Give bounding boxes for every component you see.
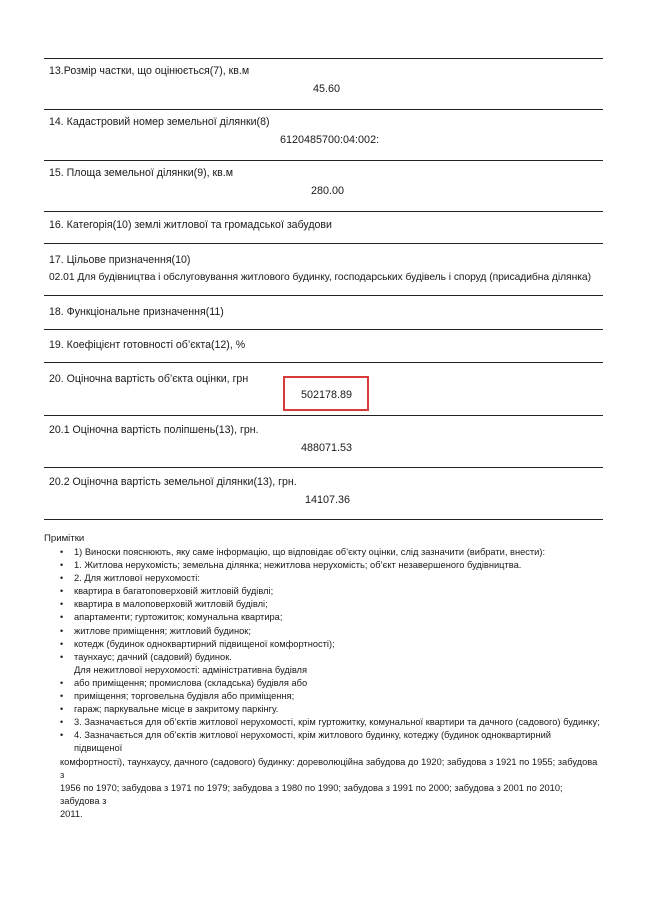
divider (44, 243, 603, 244)
note-item: Для нежитлової нерухомості: адміністративна будівля (74, 664, 308, 675)
note-item: 1956 по 1970; забудова з 1971 по 1979; забудова з 1980 по 1990; забудова з 1991 по 2000; забудова з 2001 по 2010; забудова з (60, 782, 563, 806)
divider (44, 58, 603, 59)
field-16-label: 16. Категорія(10) землі житлової та громадської забудови (49, 219, 332, 231)
note-item: • житлове приміщення; житловий будинок; (60, 625, 600, 638)
divider (44, 415, 603, 416)
note-item: • або приміщення; промислова (складська) будівля або (60, 677, 600, 690)
divider (44, 467, 603, 468)
field-13-value: 45.60 (313, 83, 341, 95)
note-item: • гараж; паркувальне місце в закритому паркінгу. (60, 703, 600, 716)
divider (44, 160, 603, 161)
divider (44, 109, 603, 110)
note-item: • 1. Житлова нерухомість; земельна ділянка; нежитлова нерухомість; об’єкт незавершеного будівництва. (60, 559, 600, 572)
field-20-2-label: 20.2 Оціночна вартість земельної ділянки(13), грн. (49, 476, 297, 488)
note-item: • котедж (будинок одноквартирний підвищеної комфортності); (60, 638, 600, 651)
divider (44, 519, 603, 520)
field-14-label: 14. Кадастровий номер земельної ділянки(8) (49, 116, 270, 128)
field-13-label: 13.Розмір частки, що оцінюється(7), кв.м (49, 65, 250, 77)
notes-list (60, 546, 600, 821)
divider (44, 329, 603, 330)
note-item: • квартира в багатоповерховій житловій будівлі; (60, 585, 600, 598)
notes-title: Примітки (44, 533, 85, 544)
field-17-label: 17. Цільове призначення(10) (49, 254, 191, 266)
field-17-value: 02.01 Для будівництва і обслуговування житлового будинку, господарських будівель і споруд (присадибна ділянка) (49, 272, 591, 283)
field-20-2-value: 14107.36 (305, 494, 351, 506)
note-item: • квартира в малоповерховій житловій будівлі; (60, 598, 600, 611)
field-20-1-value: 488071.53 (301, 442, 353, 454)
field-15-value: 280.00 (311, 185, 345, 197)
field-19-label: 19. Коефіцієнт готовності об’єкта(12), % (49, 339, 246, 351)
field-20-label: 20. Оціночна вартість об’єкта оцінки, грн (49, 373, 249, 385)
note-item: 2011. (60, 808, 83, 819)
divider (44, 362, 603, 363)
note-item: • апартаменти; гуртожиток; комунальна квартира; (60, 611, 600, 624)
note-item: • 1) Виноски пояснюють, яку саме інформацію, що відповідає об’єкту оцінки, слід зазначити (вибрати, внести): (60, 546, 600, 559)
field-20-1-label: 20.1 Оціночна вартість поліпшень(13), грн. (49, 424, 259, 436)
field-15-label: 15. Площа земельної ділянки(9), кв.м (49, 167, 233, 179)
note-item: • 3. Зазначається для об’єктів житлової нерухомості, крім гуртожитку, комунальної квартири та дачного (садового) будинку; (60, 716, 600, 729)
field-14-value: 6120485700:04:002: (280, 134, 380, 146)
field-20-value: 502178.89 (301, 389, 353, 401)
note-item: • таунхаус; дачний (садовий) будинок. (60, 651, 600, 664)
note-item: • приміщення; торговельна будівля або приміщення; (60, 690, 600, 703)
note-item: • 4. Зазначається для об’єктів житлової нерухомості, крім житлового будинку, котеджу (будинок одноквартирний підвищеної (60, 729, 600, 755)
divider (44, 295, 603, 296)
note-item: комфортності), таунхаусу, дачного (садового) будинку: дореволюційна забудова до 1920; забудова з 1921 по 1955; забудова з (60, 756, 598, 780)
divider (44, 211, 603, 212)
field-18-label: 18. Функціональне призначення(11) (49, 306, 224, 318)
note-item: • 2. Для житлової нерухомості: (60, 572, 600, 585)
